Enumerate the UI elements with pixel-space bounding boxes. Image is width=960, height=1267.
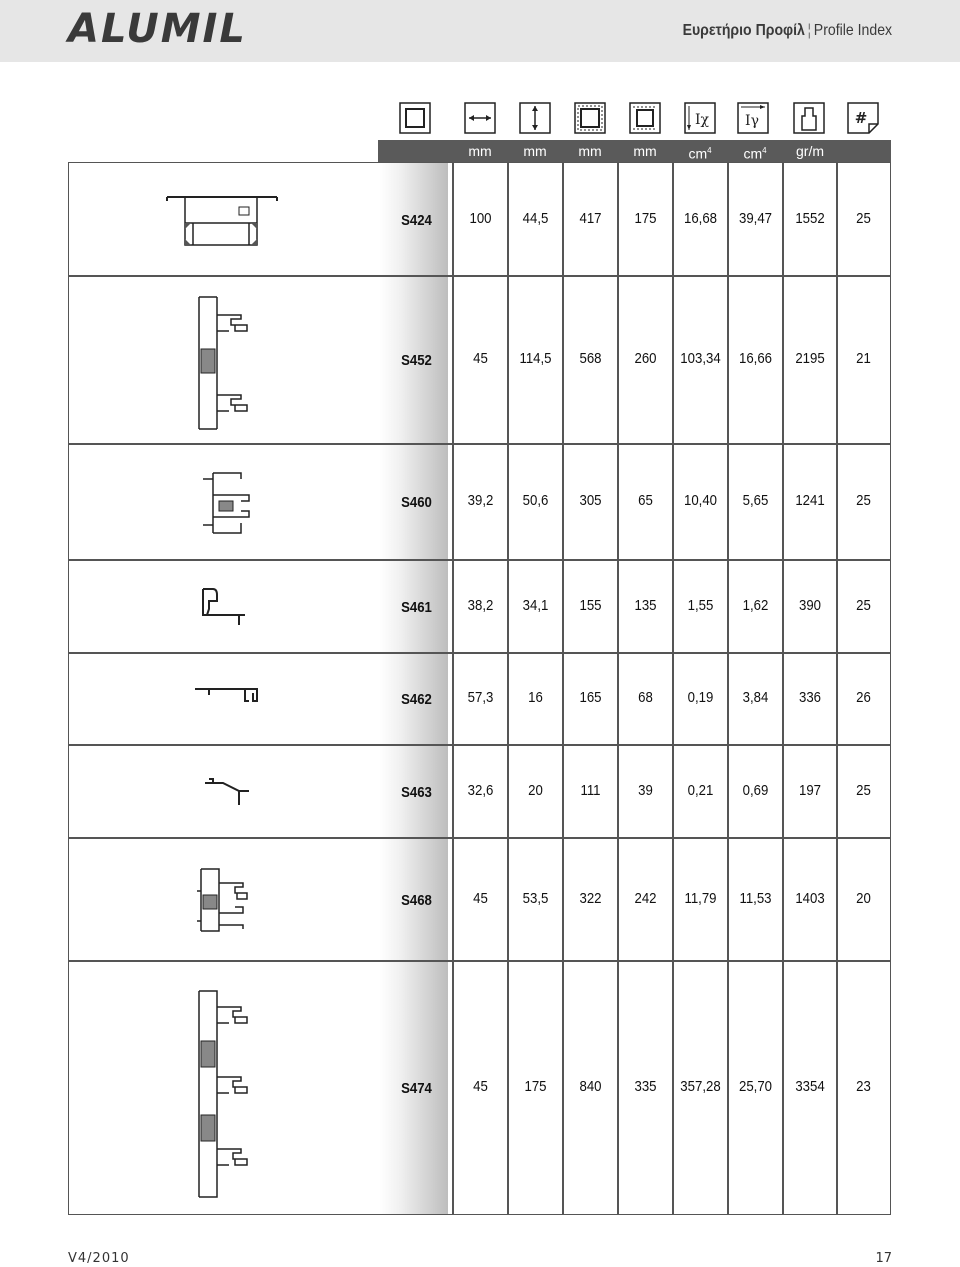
value-cell: 68 (638, 689, 653, 706)
value-cell: 100 (469, 209, 492, 227)
page-number: 17 (875, 1251, 892, 1266)
unit-5: $cm^4$ (688, 145, 712, 162)
column-divider (452, 163, 454, 1214)
value-cell: 242 (634, 889, 657, 907)
hash-label: # (854, 109, 868, 127)
value-cell: 197 (798, 781, 822, 799)
profile-code: S463 (401, 783, 432, 801)
value-cell: 16,66 (738, 350, 773, 367)
column-divider (727, 163, 729, 1214)
value-cell: 34,1 (522, 596, 549, 614)
weight-icon (793, 102, 825, 134)
inner-dimension-icon (629, 102, 661, 134)
value-cell: 25 (856, 781, 871, 799)
profile-drawing-s461 (199, 585, 249, 631)
value-cell: 305 (579, 492, 602, 509)
value-cell: 20 (856, 889, 871, 907)
column-divider (507, 163, 509, 1214)
profile-drawing-s468 (197, 867, 253, 933)
value-cell: 1,62 (742, 596, 769, 614)
value-cell: 10,40 (683, 492, 718, 509)
value-cell: 45 (473, 1077, 488, 1095)
row-divider (69, 837, 890, 839)
value-cell: 25,70 (738, 1077, 773, 1095)
value-cell: 175 (634, 209, 657, 227)
value-cell: 39 (638, 781, 653, 799)
unit-4: mm (633, 143, 657, 159)
value-cell: 39,47 (738, 209, 773, 227)
value-cell: 16 (528, 689, 543, 706)
value-cell: 357,28 (680, 1077, 721, 1095)
unit-7: gr/m (796, 143, 824, 159)
code-column (380, 163, 448, 1214)
column-divider (836, 163, 838, 1214)
profile-table (68, 162, 891, 1215)
profile-code: S452 (401, 352, 432, 369)
title-greek: Ευρετήριο Προφίλ (682, 22, 805, 39)
value-cell: 0,69 (742, 781, 769, 799)
value-cell: 25 (856, 492, 871, 509)
value-cell: 568 (579, 350, 602, 367)
profile-drawing-s463 (203, 775, 253, 809)
value-cell: 135 (634, 596, 657, 614)
profile-code: S460 (401, 494, 432, 511)
value-cell: 1241 (795, 492, 825, 509)
row-divider (69, 443, 890, 445)
value-cell: 840 (579, 1077, 602, 1095)
value-cell: 39,2 (467, 492, 494, 509)
value-cell: 1552 (795, 209, 825, 227)
value-cell: 336 (798, 689, 822, 706)
value-cell: 3,84 (742, 689, 769, 706)
page-header (0, 0, 960, 62)
row-divider (69, 275, 890, 277)
unit-6: $cm^4$ (743, 145, 767, 162)
profile-drawing-s460 (201, 471, 253, 535)
value-cell: 0,19 (687, 689, 714, 706)
value-cell: 53,5 (522, 889, 549, 907)
value-cell: 65 (638, 492, 653, 509)
value-cell: 23 (856, 1077, 871, 1095)
value-cell: 1403 (795, 889, 825, 907)
value-cell: 114,5 (519, 350, 552, 367)
units-row (378, 140, 891, 162)
column-divider (782, 163, 784, 1214)
profile-code: S462 (401, 691, 432, 708)
value-cell: 260 (634, 350, 657, 367)
value-cell: 26 (856, 689, 871, 706)
value-cell: 57,3 (467, 689, 494, 706)
value-cell: 111 (580, 781, 601, 799)
profile-drawing-s452 (195, 295, 255, 431)
value-cell: 11,53 (739, 889, 772, 907)
value-cell: 103,34 (680, 350, 721, 367)
value-cell: 417 (579, 209, 602, 227)
outer-dimension-icon (574, 102, 606, 134)
value-cell: 165 (579, 689, 602, 706)
hash-icon (847, 102, 879, 134)
value-cell: 322 (579, 889, 602, 907)
title-english: Profile Index (813, 22, 892, 39)
ix-label: Iχ (694, 112, 710, 128)
inertia-ix-icon (684, 102, 716, 134)
value-cell: 21 (856, 350, 871, 367)
value-cell: 1,55 (687, 596, 714, 614)
column-icons (0, 102, 960, 136)
inertia-iy-icon (737, 102, 769, 134)
column-divider (562, 163, 564, 1214)
profile-code: S461 (401, 598, 432, 616)
value-cell: 45 (473, 350, 488, 367)
value-cell: 50,6 (522, 492, 549, 509)
value-cell: 25 (856, 596, 871, 614)
value-cell: 3354 (795, 1077, 825, 1095)
column-divider (617, 163, 619, 1214)
value-cell: 11,79 (684, 889, 717, 907)
unit-3: mm (578, 143, 602, 159)
iy-label: Iγ (745, 113, 759, 129)
value-cell: 16,68 (683, 209, 718, 227)
unit-2: mm (523, 143, 547, 159)
unit-1: mm (468, 143, 492, 159)
square-frame-icon (399, 102, 431, 134)
value-cell: 0,21 (687, 781, 714, 799)
value-cell: 390 (798, 596, 822, 614)
value-cell: 25 (856, 209, 871, 227)
profile-drawing-s462 (193, 685, 261, 711)
horizontal-width-icon (464, 102, 496, 134)
page-title: Ευρετήριο Προφίλ ¦ Profile Index (682, 22, 892, 39)
value-cell: 38,2 (467, 596, 494, 614)
row-divider (69, 744, 890, 746)
profile-drawing-s474 (195, 989, 255, 1199)
row-divider (69, 960, 890, 962)
value-cell: 44,5 (522, 209, 549, 227)
value-cell: 175 (524, 1077, 547, 1095)
profile-code: S468 (401, 891, 432, 909)
value-cell: 335 (634, 1077, 657, 1095)
vertical-height-icon (519, 102, 551, 134)
profile-code: S424 (401, 211, 432, 229)
value-cell: 2195 (795, 350, 825, 367)
profile-code: S474 (401, 1079, 432, 1097)
value-cell: 32,6 (467, 781, 494, 799)
value-cell: 155 (579, 596, 602, 614)
value-cell: 20 (528, 781, 543, 799)
alumil-logo: ALUMIL (68, 6, 247, 52)
column-divider (672, 163, 674, 1214)
profile-drawing-s424 (165, 193, 285, 251)
row-divider (69, 652, 890, 654)
value-cell: 45 (473, 889, 488, 907)
version-label: V4/2010 (68, 1251, 130, 1266)
value-cell: 5,65 (742, 492, 769, 509)
row-divider (69, 559, 890, 561)
